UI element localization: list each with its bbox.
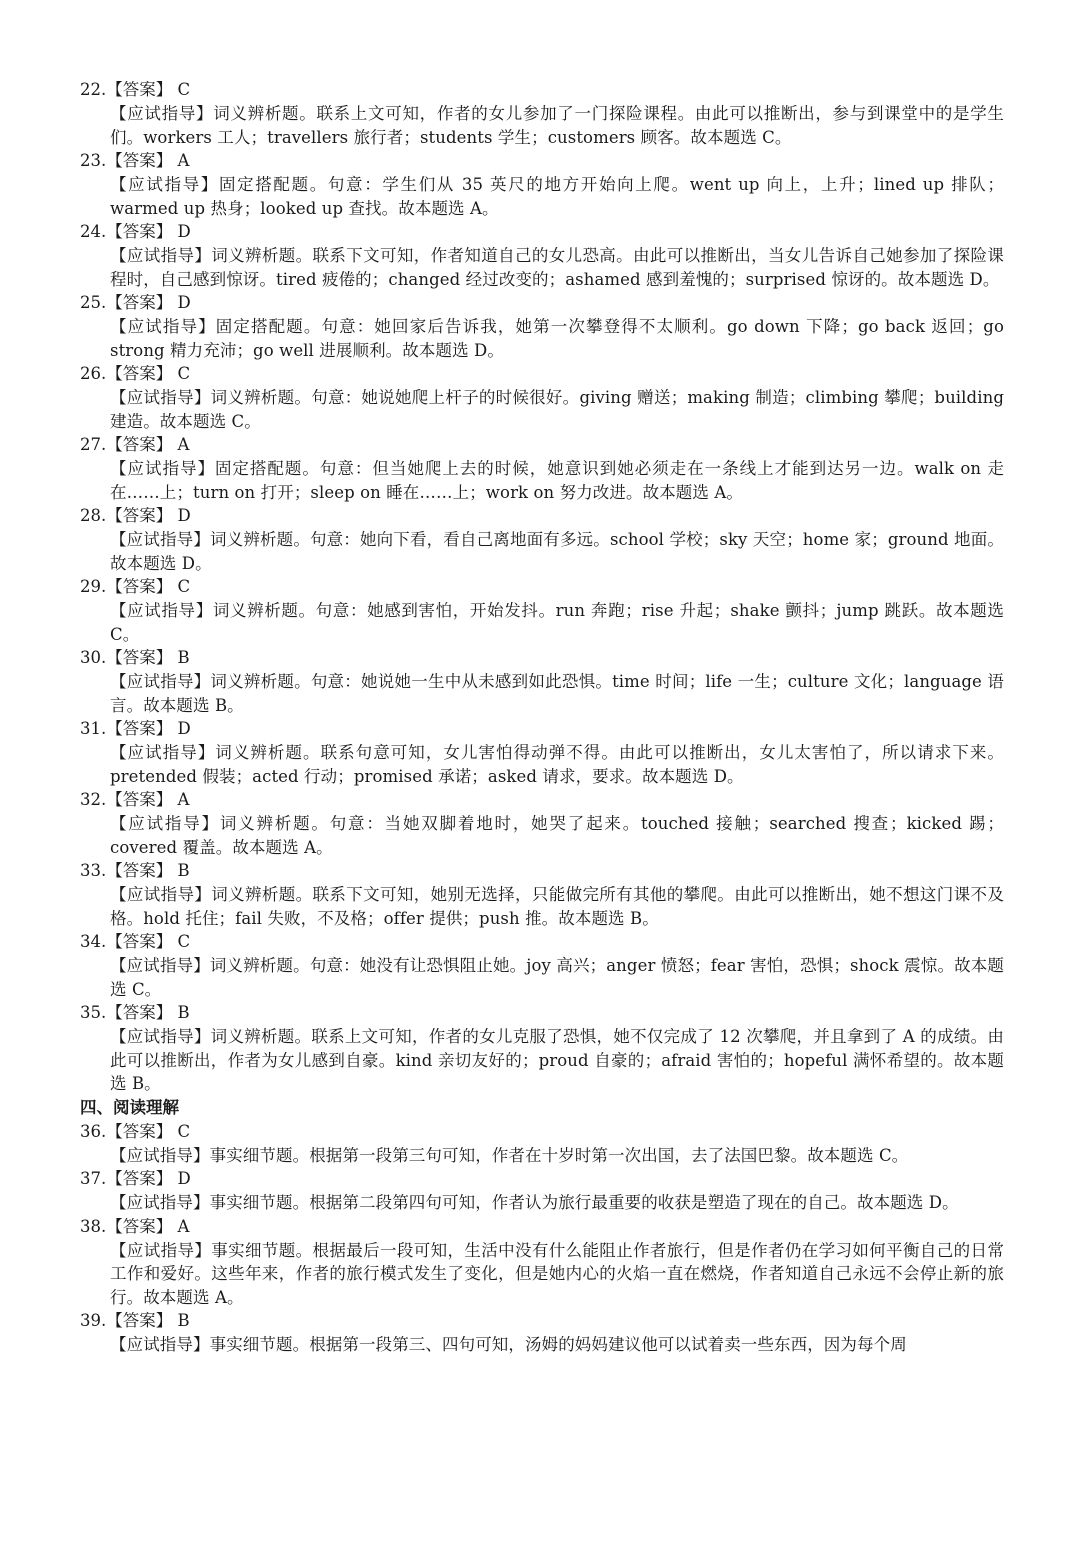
- answer-line: 30.【答案】 B: [80, 648, 190, 667]
- answer-item-23: [80, 149, 1004, 220]
- guide-text: 【应试指导】词义辨析题。联系下文可知，作者知道自己的女儿恐高。由此可以推断出，当女儿告诉自己她参加了探险课程时，自己感到惊讶。tired 疲倦的；changed 经过改变的；ashamed 感到羞愧的；surprised 惊讶的。故本题选 D。: [110, 246, 1004, 289]
- answer-line: 31.【答案】 D: [80, 719, 191, 738]
- answer-item-37: [80, 1167, 1004, 1215]
- answer-item-22: [80, 78, 1004, 149]
- guide-text: 【应试指导】词义辨析题。联系句意可知，女儿害怕得动弹不得。由此可以推断出，女儿太害怕了，所以请求下来。pretended 假装；acted 行动；promised 承诺；asked 请求，要求。故本题选 D。: [110, 743, 1004, 786]
- guide-text: 【应试指导】固定搭配题。句意：但当她爬上去的时候，她意识到她必须走在一条线上才能到达另一边。walk on 走在……上；turn on 打开；sleep on 睡在……上；work on 努力改进。故本题选 A。: [110, 459, 1004, 502]
- answer-item-38: [80, 1215, 1004, 1310]
- guide-text: 【应试指导】固定搭配题。句意：学生们从 35 英尺的地方开始向上爬。went up 向上，上升；lined up 排队；warmed up 热身；looked up 查找。故本题选 A。: [110, 175, 1004, 218]
- answer-item-32: [80, 788, 1004, 859]
- answer-line: 32.【答案】 A: [80, 790, 190, 809]
- section-title: 四、阅读理解: [80, 1097, 179, 1117]
- answer-key-page: [80, 78, 1004, 1357]
- answer-line: 27.【答案】 A: [80, 435, 190, 454]
- guide-text: 【应试指导】词义辨析题。句意：她向下看，看自己离地面有多远。school 学校；sky 天空；home 家；ground 地面。故本题选 D。: [110, 530, 1004, 573]
- answer-line: 28.【答案】 D: [80, 506, 191, 525]
- answer-item-27: [80, 433, 1004, 504]
- answer-item-26: [80, 362, 1004, 433]
- answer-line: 29.【答案】 C: [80, 577, 191, 596]
- answer-item-39: [80, 1309, 1004, 1357]
- answer-item-34: [80, 930, 1004, 1001]
- guide-text: 【应试指导】词义辨析题。联系上文可知，作者的女儿克服了恐惧，她不仅完成了 12 次攀爬，并且拿到了 A 的成绩。由此可以推断出，作者为女儿感到自豪。kind 亲切友好的；proud 自豪的；afraid 害怕的；hopeful 满怀希望的。故本题选 B。: [110, 1027, 1004, 1093]
- guide-text: 【应试指导】事实细节题。根据第一段第三句可知，作者在十岁时第一次出国，去了法国巴黎。故本题选 C。: [110, 1145, 909, 1165]
- answer-line: 38.【答案】 A: [80, 1216, 190, 1236]
- answer-item-33: [80, 859, 1004, 930]
- answer-line: 34.【答案】 C: [80, 932, 191, 951]
- answer-line: 35.【答案】 B: [80, 1003, 190, 1022]
- answer-line: 26.【答案】 C: [80, 364, 191, 383]
- answer-line: 39.【答案】 B: [80, 1311, 190, 1330]
- answer-item-28: [80, 504, 1004, 575]
- answer-item-30: [80, 646, 1004, 717]
- answer-line: 25.【答案】 D: [80, 293, 191, 312]
- guide-text: 【应试指导】词义辨析题。句意：她感到害怕，开始发抖。run 奔跑；rise 升起；shake 颤抖；jump 跳跃。故本题选 C。: [110, 601, 1004, 644]
- guide-text: 【应试指导】词义辨析题。句意：她说她爬上杆子的时候很好。giving 赠送；making 制造；climbing 攀爬；building 建造。故本题选 C。: [110, 388, 1004, 431]
- answer-item-24: [80, 220, 1004, 291]
- answer-line: 22.【答案】 C: [80, 80, 191, 99]
- answer-line: 23.【答案】 A: [80, 151, 190, 170]
- answer-item-31: [80, 717, 1004, 788]
- answer-item-25: [80, 291, 1004, 362]
- guide-text: 【应试指导】词义辨析题。联系下文可知，她别无选择，只能做完所有其他的攀爬。由此可以推断出，她不想这门课不及格。hold 托住；fail 失败，不及格；offer 提供；push 推。故本题选 B。: [110, 885, 1004, 928]
- answer-item-29: [80, 575, 1004, 646]
- guide-text: 【应试指导】事实细节题。根据第一段第三、四句可知，汤姆的妈妈建议他可以试着卖一些东西，因为每个周: [110, 1335, 907, 1354]
- answer-line: 24.【答案】 D: [80, 222, 191, 241]
- answer-line: 33.【答案】 B: [80, 861, 190, 880]
- answer-item-36: [80, 1120, 1004, 1168]
- answer-item-35: [80, 1001, 1004, 1096]
- guide-text: 【应试指导】事实细节题。根据最后一段可知，生活中没有什么能阻止作者旅行，但是作者仍在学习如何平衡自己的日常工作和爱好。这些年来，作者的旅行模式发生了变化，但是她内心的火焰一直在燃烧，作者知道自己永远不会停止新的旅行。故本题选 A。: [110, 1240, 1004, 1307]
- guide-text: 【应试指导】固定搭配题。句意：她回家后告诉我，她第一次攀登得不太顺利。go down 下降；go back 返回；go strong 精力充沛；go well 进展顺利。故本题选 D。: [110, 317, 1004, 360]
- guide-text: 【应试指导】词义辨析题。联系上文可知，作者的女儿参加了一门探险课程。由此可以推断出，参与到课堂中的是学生们。workers 工人；travellers 旅行者；students 学生；customers 顾客。故本题选 C。: [110, 104, 1004, 147]
- answer-line: 37.【答案】 D: [80, 1169, 191, 1188]
- answer-line: 36.【答案】 C: [80, 1121, 191, 1141]
- guide-text: 【应试指导】词义辨析题。句意：当她双脚着地时，她哭了起来。touched 接触；searched 搜查；kicked 踢；covered 覆盖。故本题选 A。: [110, 814, 1004, 857]
- guide-text: 【应试指导】词义辨析题。句意：她没有让恐惧阻止她。joy 高兴；anger 愤怒；fear 害怕，恐惧；shock 震惊。故本题选 C。: [110, 956, 1004, 999]
- guide-text: 【应试指导】词义辨析题。句意：她说她一生中从未感到如此恐惧。time 时间；life 一生；culture 文化；language 语言。故本题选 B。: [110, 672, 1004, 715]
- guide-text: 【应试指导】事实细节题。根据第二段第四句可知，作者认为旅行最重要的收获是塑造了现在的自己。故本题选 D。: [110, 1193, 959, 1212]
